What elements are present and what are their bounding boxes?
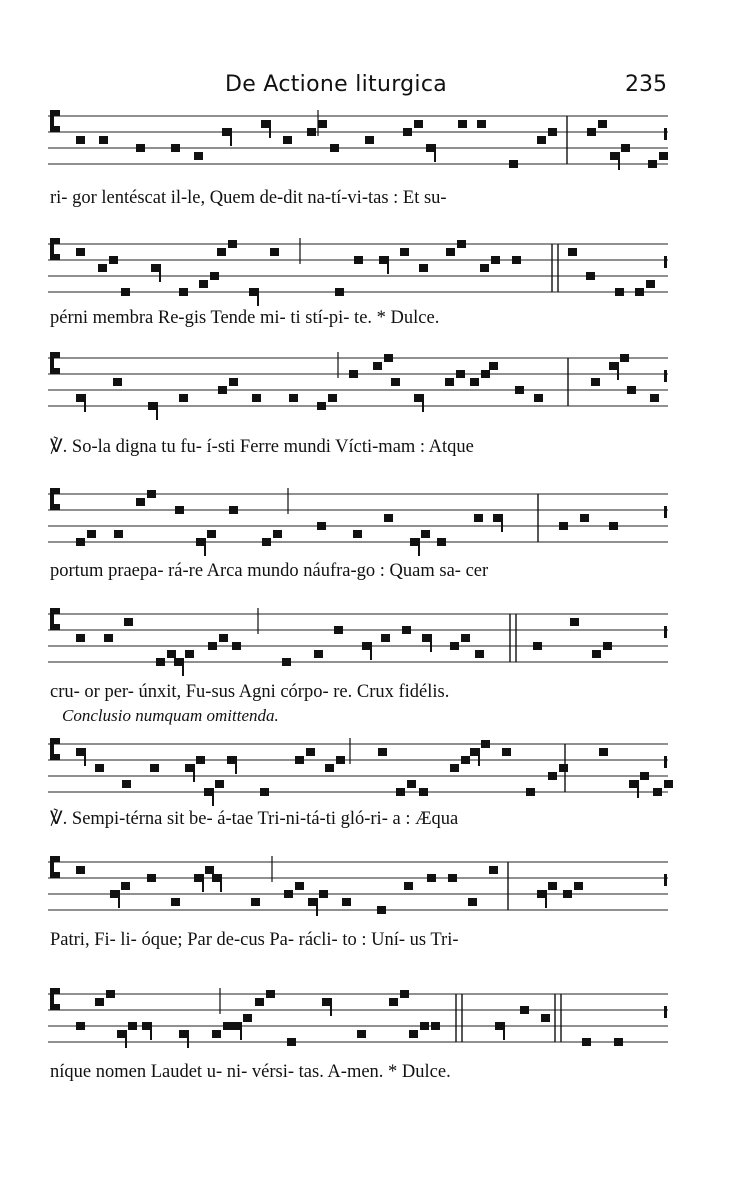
neume xyxy=(537,882,557,908)
neume xyxy=(648,152,668,168)
neume xyxy=(373,354,393,370)
neume xyxy=(330,144,339,152)
neume xyxy=(614,1038,623,1046)
neume xyxy=(586,272,595,280)
neume xyxy=(252,394,261,402)
neume xyxy=(232,642,241,650)
double-bar xyxy=(555,994,561,1042)
neume xyxy=(377,906,386,914)
c-clef-icon xyxy=(50,988,60,1010)
neume xyxy=(199,272,219,288)
neume xyxy=(99,136,108,144)
c-clef-icon xyxy=(50,738,60,760)
neume xyxy=(414,394,424,412)
custos xyxy=(664,370,667,382)
neume xyxy=(175,506,184,514)
neume xyxy=(475,650,484,658)
neume xyxy=(314,650,323,658)
neume xyxy=(76,866,85,874)
neume xyxy=(533,642,542,650)
neume xyxy=(353,530,362,538)
neume xyxy=(218,378,238,394)
neume xyxy=(450,756,470,772)
neume xyxy=(334,626,343,634)
neume xyxy=(635,280,655,296)
neume xyxy=(580,514,589,522)
neume xyxy=(599,748,608,756)
neume xyxy=(431,1022,440,1030)
neume xyxy=(261,120,271,138)
neume xyxy=(270,248,279,256)
custos xyxy=(664,874,667,886)
neume xyxy=(402,626,411,634)
neume xyxy=(122,780,131,788)
neume xyxy=(419,788,428,796)
c-clef-icon xyxy=(50,608,60,630)
neume xyxy=(446,240,466,256)
neume xyxy=(262,530,282,546)
neume xyxy=(378,748,387,756)
neume xyxy=(232,1014,252,1040)
staff-1 xyxy=(0,100,753,180)
neume xyxy=(568,248,577,256)
neume xyxy=(422,634,432,652)
neume xyxy=(222,128,232,146)
neume xyxy=(419,264,428,272)
neume xyxy=(76,136,85,144)
neume xyxy=(520,1006,529,1014)
neume xyxy=(283,136,292,144)
double-bar xyxy=(552,244,558,292)
lyric-line-1: ri- gor lentéscat il-le, Quem de-dit na-tí-vi-tas : Et su- xyxy=(50,188,447,208)
neume xyxy=(650,394,659,402)
neume xyxy=(448,874,457,882)
neume xyxy=(477,120,486,128)
neume xyxy=(179,1030,189,1048)
neume xyxy=(526,788,535,796)
neume xyxy=(204,780,224,806)
custos xyxy=(664,1006,667,1018)
neume xyxy=(212,1022,232,1038)
neume xyxy=(534,394,543,402)
neume xyxy=(76,530,96,546)
neume xyxy=(480,256,500,272)
neume xyxy=(379,256,389,274)
neume xyxy=(171,898,180,906)
neume xyxy=(307,120,327,136)
staff-2 xyxy=(0,228,753,308)
neume xyxy=(95,764,104,772)
neume xyxy=(609,522,618,530)
lyric-line-5: cru- or per- únxit, Fu-sus Agni córpo- re. Crux fidélis. xyxy=(50,682,450,702)
c-clef-icon xyxy=(50,110,60,132)
neume xyxy=(349,370,358,378)
neume xyxy=(559,522,568,530)
neume xyxy=(249,288,259,306)
custos xyxy=(664,626,667,638)
neume xyxy=(570,618,579,626)
neume xyxy=(121,288,130,296)
c-clef-icon xyxy=(50,488,60,510)
staff-5 xyxy=(0,598,753,678)
lyric-line-6: ℣. Sempi-térna sit be- á-tae Tri-ni-tá-ti gló-ri- a : Æqua xyxy=(50,809,459,829)
custos xyxy=(664,506,667,518)
neume xyxy=(400,248,409,256)
neume xyxy=(179,288,188,296)
neume xyxy=(150,764,159,772)
neume xyxy=(357,1030,366,1038)
neume xyxy=(563,882,583,898)
neume xyxy=(537,128,557,144)
neume xyxy=(515,386,524,394)
staff-3 xyxy=(0,342,753,422)
neume xyxy=(541,1014,550,1022)
neume xyxy=(450,634,470,650)
neume xyxy=(148,402,158,420)
lyric-line-2: pérni membra Re-gis Tende mi- ti stí-pi- te. * Dulce. xyxy=(50,308,440,328)
neume xyxy=(437,538,446,546)
custos xyxy=(664,756,667,768)
neume xyxy=(354,256,363,264)
neume xyxy=(76,748,86,766)
neume xyxy=(136,490,156,506)
neume xyxy=(196,530,216,556)
neume xyxy=(391,378,400,386)
neume xyxy=(489,362,498,370)
double-bar xyxy=(456,994,462,1042)
neume xyxy=(365,136,374,144)
neume xyxy=(194,152,203,160)
c-clef-icon xyxy=(50,238,60,260)
neume xyxy=(113,378,122,386)
neume xyxy=(322,998,332,1016)
neume xyxy=(384,514,393,522)
page-header xyxy=(0,72,753,102)
neume xyxy=(255,990,275,1006)
neume xyxy=(362,642,372,660)
neume xyxy=(592,642,612,658)
staff-6 xyxy=(0,728,753,808)
neume xyxy=(171,144,180,152)
neume xyxy=(151,264,161,282)
neume xyxy=(114,530,123,538)
neume xyxy=(104,634,113,642)
neume xyxy=(653,780,673,796)
staff-4 xyxy=(0,478,753,558)
neume xyxy=(493,514,503,532)
neume xyxy=(317,522,326,530)
rubric-note: Conclusio numquam omittenda. xyxy=(62,706,279,725)
neume xyxy=(284,882,304,898)
neume xyxy=(489,866,498,874)
neume xyxy=(396,780,416,796)
lyric-line-3: ℣. So-la digna tu fu- í-sti Ferre mundi Vícti-mam : Atque xyxy=(50,437,474,457)
neume xyxy=(445,370,465,386)
neume xyxy=(409,1022,429,1038)
double-bar xyxy=(510,614,516,662)
neume xyxy=(110,882,130,908)
neume xyxy=(426,144,436,162)
neume xyxy=(335,288,344,296)
neume xyxy=(227,756,237,774)
neume xyxy=(427,874,436,882)
neume xyxy=(509,160,518,168)
staff-7 xyxy=(0,846,753,926)
neume xyxy=(410,530,430,556)
neume xyxy=(502,748,511,756)
neume xyxy=(582,1038,591,1046)
neume xyxy=(229,506,238,514)
running-title: De Actione liturgica xyxy=(225,72,448,97)
neume xyxy=(468,898,477,906)
lyric-line-8: níque nomen Laudet u- ni- vérsi- tas. A-men. * Dulce. xyxy=(50,1062,451,1082)
neume xyxy=(627,386,636,394)
neume xyxy=(587,120,607,136)
neume xyxy=(591,378,600,386)
neume xyxy=(287,1038,296,1046)
page-number: 235 xyxy=(625,72,667,97)
neume xyxy=(512,256,521,264)
neume xyxy=(325,756,345,772)
neume xyxy=(179,394,188,402)
custos xyxy=(664,256,667,268)
neume xyxy=(342,898,351,906)
neume xyxy=(458,120,467,128)
neume xyxy=(495,1022,505,1040)
lyric-line-7: Patri, Fi- li- óque; Par de-cus Pa- rácli- to : Uní- us Tri- xyxy=(50,930,459,950)
neume xyxy=(174,650,194,676)
neume xyxy=(389,990,409,1006)
neume xyxy=(76,394,86,412)
neume xyxy=(282,658,291,666)
neume xyxy=(124,618,133,626)
neume xyxy=(470,370,490,386)
neume xyxy=(147,874,156,882)
neume xyxy=(76,634,85,642)
neume xyxy=(142,1022,152,1040)
neume xyxy=(251,898,260,906)
neume xyxy=(76,248,85,256)
neume xyxy=(403,120,423,136)
neume xyxy=(295,748,315,764)
neume xyxy=(156,650,176,666)
c-clef-icon xyxy=(50,352,60,374)
neume xyxy=(98,256,118,272)
staff-8 xyxy=(0,978,753,1058)
neume xyxy=(76,1022,85,1030)
neume xyxy=(615,288,624,296)
neume xyxy=(208,634,228,650)
neume xyxy=(289,394,298,402)
neume xyxy=(474,514,483,522)
neume xyxy=(212,874,222,892)
neume xyxy=(194,866,214,892)
c-clef-icon xyxy=(50,856,60,878)
neume xyxy=(95,990,115,1006)
neume xyxy=(217,240,237,256)
custos xyxy=(664,128,667,140)
neume xyxy=(260,788,269,796)
neume xyxy=(381,634,390,642)
lyric-line-4: portum praepa- rá-re Arca mundo náufra-go : Quam sa- cer xyxy=(50,561,489,581)
neume xyxy=(404,882,413,890)
neume xyxy=(317,394,337,410)
neume xyxy=(136,144,145,152)
